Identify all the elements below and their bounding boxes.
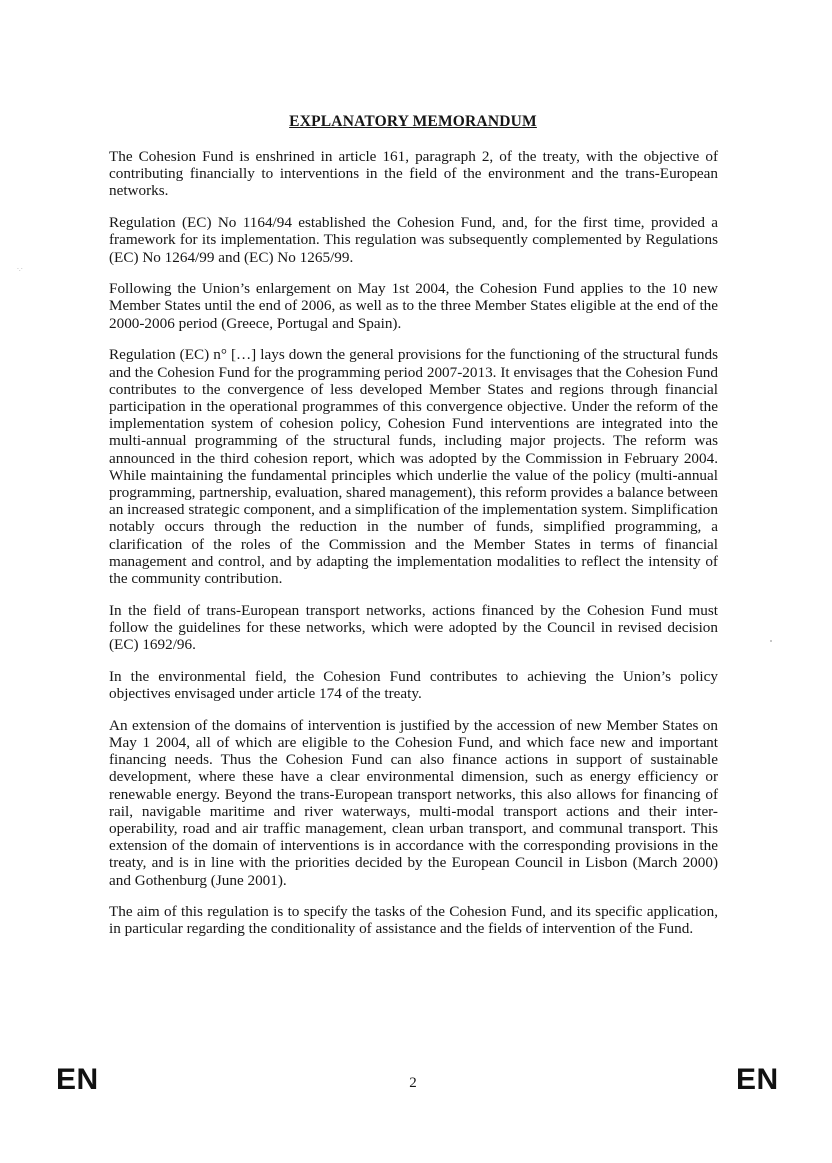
- footer-language-right: EN: [736, 1063, 779, 1096]
- paragraph-environmental-field: In the environmental field, the Cohesion Fund contributes to achieving the Union’s policy objectives envisaged under article 174 of the treaty.: [109, 667, 718, 702]
- scan-artifact-dot: [770, 640, 772, 642]
- paragraph-enlargement: Following the Union’s enlargement on May 1st 2004, the Cohesion Fund applies to the 10 new Member States until the end of 2006, as well as to the three Member States eligible at the end of the 2000-2006 period (Greece, Portugal and Spain).: [109, 280, 718, 332]
- paragraph-cohesion-fund-treaty: The Cohesion Fund is enshrined in article 161, paragraph 2, of the treaty, with the objective of contributing financially to interventions in the field of the environment and the trans-European networks.: [109, 148, 718, 200]
- page-number: 2: [409, 1075, 417, 1091]
- paragraph-regulation-1164-94: Regulation (EC) No 1164/94 established the Cohesion Fund, and, for the first time, provided a framework for its implementation. This regulation was subsequently complemented by Regulations (EC) No 1264/99 and (EC) No 1265/99.: [109, 214, 718, 266]
- paragraph-aim-of-regulation: The aim of this regulation is to specify the tasks of the Cohesion Fund, and its specific application, in particular regarding the conditionality of assistance and the fields of intervention of the Fund.: [109, 903, 718, 938]
- paragraph-transport-networks: In the field of trans-European transport networks, actions financed by the Cohesion Fund must follow the guidelines for these networks, which were adopted by the Council in revised decision (EC) 1692/96.: [109, 601, 718, 654]
- paragraph-general-provisions: Regulation (EC) n° […] lays down the general provisions for the functioning of the structural funds and the Cohesion Fund for the programming period 2007-2013. It envisages that the Cohesion Fund contributes to the convergence of less developed Member States and regions through financial participation in the operational programmes of this convergence objective. Under the reform of the implementation system of cohesion policy, Cohesion Fund interventions are integrated into the multi-annual programming of the structural funds, including major projects. The reform was announced in the third cohesion report, which was adopted by the Commission in February 2004. While maintaining the fundamental principles which underlie the value of the policy (multi-annual programming, partnership, evaluation, shared management), this reform provides a balance between an increased strategic component, and a simplification of the implementation system. Simplification notably occurs through the reduction in the number of funds, simplified programming, a clarification of the roles of the Commission and the Member States in terms of financial management and control, and by adapting the implementation modalities to reflect the intensity of the community contribution.: [109, 346, 718, 587]
- scan-artifact: ·.·: [17, 266, 23, 273]
- paragraph-extension-of-domains: An extension of the domains of intervention is justified by the accession of new Member States on May 1 2004, all of which are eligible to the Cohesion Fund, and which face new and important financing needs. Thus the Cohesion Fund can also finance actions in support of sustainable development, where these have a clear environmental dimension, such as energy efficiency or renewable energy. Beyond the trans-European transport networks, this also allows for financing of rail, navigable maritime and river waterways, multi-modal transport actions and their inter-operability, road and air traffic management, clean urban transport, and communal transport. This extension of the domain of interventions is in accordance with the corresponding provisions in the treaty, and is in line with the priorities decided by the European Council in Lisbon (March 2000) and Gothenburg (June 2001).: [109, 716, 718, 889]
- footer-language-left: EN: [56, 1063, 99, 1096]
- document-body: [109, 148, 718, 952]
- document-title: EXPLANATORY MEMORANDUM: [289, 113, 537, 130]
